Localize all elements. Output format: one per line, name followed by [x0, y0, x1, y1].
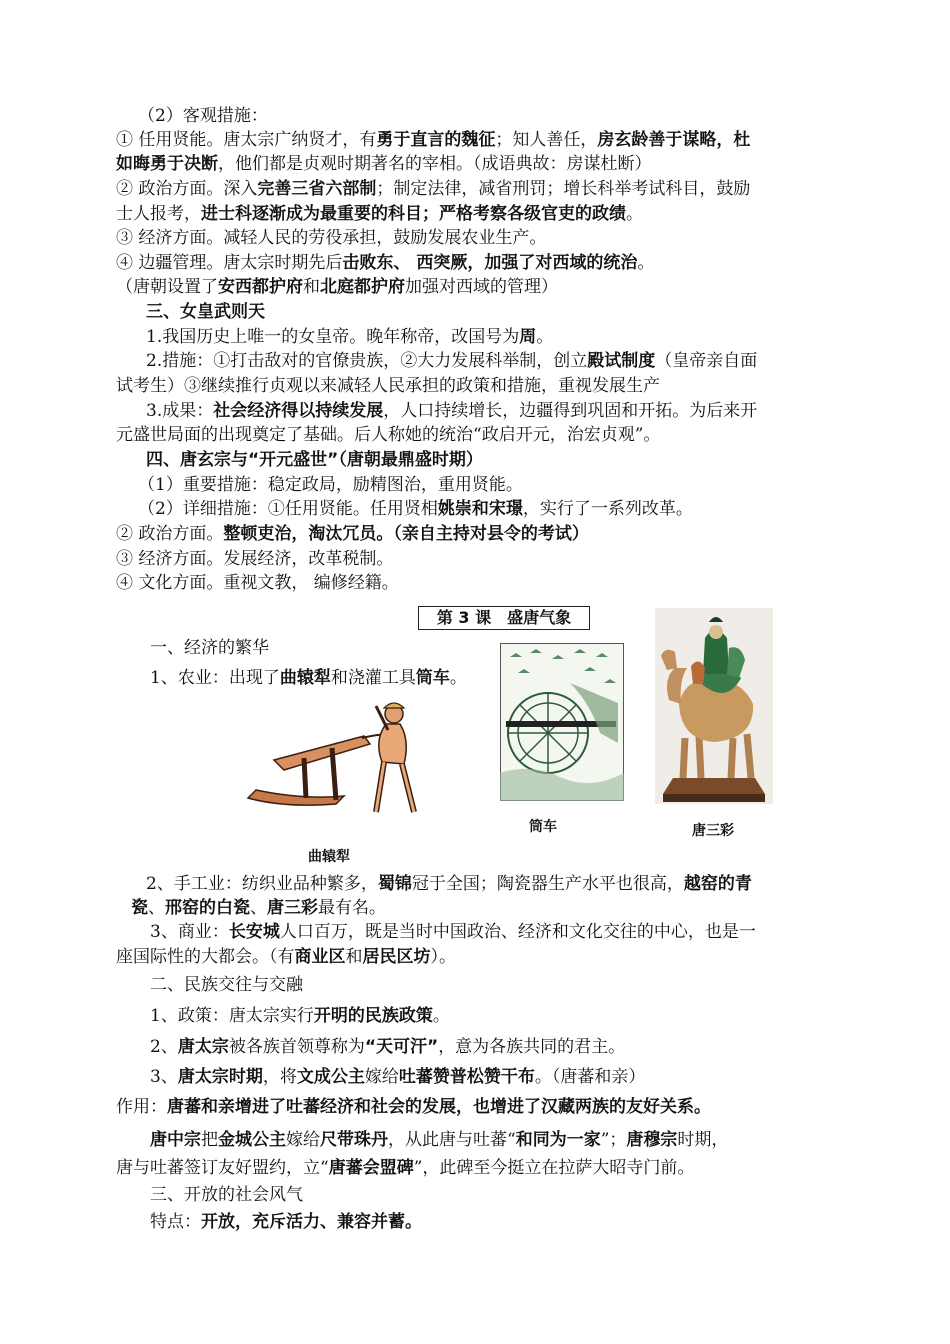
bold-text-run: 开放，充斥活力、兼容并蓄。 — [201, 1212, 422, 1232]
bold-text-run: 唐穆宗 — [626, 1130, 678, 1150]
text-line — [116, 152, 652, 176]
text-run: 三、开放的社会风气 — [150, 1185, 303, 1205]
bold-text-run: 和同为一家 — [515, 1130, 601, 1150]
text-run: ”，此碑至今挺立在拉萨大昭寺门前。 — [413, 1158, 695, 1178]
lesson-title-box: 第 3 课 盛唐气象 — [418, 606, 590, 630]
text-line — [116, 423, 660, 447]
text-run: 。 — [626, 204, 643, 224]
text-line — [116, 374, 660, 398]
text-line — [116, 275, 558, 299]
text-run: 嫁给 — [286, 1130, 320, 1150]
text-line — [116, 945, 456, 969]
text-run: 、 — [250, 898, 267, 918]
text-line — [146, 349, 757, 373]
text-run: 2.措施：①打击敌对的官僚贵族，②大力发展科举制，创立 — [146, 351, 588, 371]
sancai-camel-photo — [655, 608, 773, 804]
caption-sancai: 唐三彩 — [692, 823, 734, 839]
bold-text-run: 筒车 — [415, 668, 450, 688]
bold-text-run: 唐蕃会盟碑 — [328, 1158, 414, 1178]
text-run: 2、 — [150, 1037, 178, 1057]
bold-text-run: 曲辕犁 — [279, 668, 331, 688]
text-run: 和 — [303, 277, 320, 297]
text-run: 时期， — [677, 1130, 729, 1150]
text-line — [138, 473, 523, 497]
text-run: 和 — [345, 947, 363, 967]
text-run: ，将 — [262, 1067, 297, 1087]
bold-text-run: 整顿吏治，淘汰冗员。（亲自主持对县令的考试） — [223, 524, 589, 544]
text-run: 1、政策：唐太宗实行 — [150, 1006, 314, 1026]
text-line — [116, 251, 654, 275]
text-run: 。（唐蕃和亲） — [534, 1067, 646, 1087]
text-run: 3、商业： — [150, 922, 229, 942]
text-run: （2）详细措施：①任用贤能。任用贤相 — [138, 499, 438, 519]
text-run: ② 政治方面。深入 — [116, 179, 258, 199]
text-run: ，实行了一系列改革。 — [522, 499, 693, 519]
text-run: 3、 — [150, 1067, 178, 1087]
text-run: 。 — [637, 253, 655, 273]
text-line — [116, 522, 589, 546]
bold-text-run: 三、女皇武则天 — [146, 302, 265, 322]
text-run: 把 — [201, 1130, 218, 1150]
text-run: 。 — [432, 1006, 450, 1026]
text-run: 士人报考， — [116, 204, 201, 224]
text-line — [150, 1210, 422, 1234]
bold-text-run: 居民区坊 — [362, 947, 431, 967]
text-run: 元盛世局面的出现奠定了基础。后人称她的统治“政启开元，治宏贞观”。 — [116, 425, 661, 445]
text-run: 一、经济的繁华 — [150, 638, 269, 658]
text-run: ④ 文化方面。重视文教， 编修经籍。 — [116, 573, 399, 593]
text-run: 。 — [536, 327, 554, 347]
text-line — [150, 1183, 303, 1207]
bold-text-run: 唐太宗 — [177, 1037, 229, 1057]
bold-text-run: “天可汗” — [364, 1037, 439, 1057]
text-run: ④ 边疆管理。唐太宗时期先后 — [116, 253, 343, 273]
plow-illustration — [244, 700, 426, 818]
bold-text-run: 勇于直言的魏征 — [376, 130, 496, 150]
text-run: ② 政治方面。 — [116, 524, 224, 544]
text-line — [116, 1156, 694, 1180]
text-run: 作用： — [116, 1097, 167, 1117]
text-run: ，人口持续增长，边疆得到巩固和开拓。为后来开 — [383, 401, 758, 421]
bold-text-run: 尺带珠丹 — [320, 1130, 388, 1150]
bold-text-run: 房玄龄善于谋略，杜 — [597, 130, 751, 150]
text-run: ① 任用贤能。唐太宗广纳贤才，有 — [116, 130, 377, 150]
bold-text-run: 周 — [519, 327, 537, 347]
waterwheel-illustration — [500, 643, 624, 801]
text-run: 。 — [449, 668, 467, 688]
text-line — [146, 399, 757, 423]
text-run: 唐与吐蕃签订友好盟约，立“ — [116, 1158, 329, 1178]
text-run: 试考生）③继续推行贞观以来减轻人民承担的政策和措施，重视发展生产 — [116, 376, 660, 396]
text-run: ，从此唐与吐蕃“ — [388, 1130, 516, 1150]
text-run: 二、民族交往与交融 — [150, 975, 303, 995]
bold-text-run: 北庭都护府 — [320, 277, 405, 297]
bold-text-run: 唐蕃和亲增进了吐蕃经济和社会的发展，也增进了汉藏两族的友好关系。 — [167, 1097, 711, 1117]
text-run: ”； — [600, 1130, 627, 1150]
bold-text-run: 长安城 — [228, 922, 280, 942]
text-line — [116, 1095, 711, 1119]
text-run: （皇帝亲自面 — [655, 351, 758, 371]
section-heading — [146, 448, 483, 472]
bold-text-run: 吐蕃赞普松赞干布 — [398, 1067, 535, 1087]
text-line — [146, 872, 752, 896]
section-heading — [146, 300, 265, 324]
text-run: ③ 经济方面。减轻人民的劳役承担，鼓励发展农业生产。 — [116, 228, 547, 248]
text-line — [116, 226, 546, 250]
text-run: 1、农业：出现了 — [150, 668, 280, 688]
bold-text-run: 完善三省六部制 — [257, 179, 377, 199]
text-run: 加强对西域的管理） — [405, 277, 558, 297]
text-run: （1）重要措施：稳定政局，励精图治，重用贤能。 — [138, 475, 523, 495]
bold-text-run: 安西都护府 — [218, 277, 303, 297]
bold-text-run: 金城公主 — [218, 1130, 286, 1150]
text-line — [131, 896, 386, 920]
text-run: 特点： — [150, 1212, 201, 1232]
bold-text-run: 击败东、 西突厥，加强了对西域的统治 — [342, 253, 638, 273]
bold-text-run: 商业区 — [294, 947, 346, 967]
text-run: 和浇灌工具 — [330, 668, 416, 688]
text-run: （2）客观措施： — [138, 106, 268, 126]
text-line — [116, 177, 750, 201]
text-line — [150, 1128, 728, 1152]
text-run: 被各族首领尊称为 — [228, 1037, 365, 1057]
text-line — [116, 202, 643, 226]
text-run: 2、手工业：纺织业品种繁多， — [146, 874, 378, 894]
text-run: ，意为各族共同的君主。 — [438, 1037, 626, 1057]
text-run: ；制定法律，减省刑罚；增长科举考试科目，鼓励 — [376, 179, 751, 199]
bold-text-run: 蜀锦 — [377, 874, 412, 894]
text-run: 1.我国历史上唯一的女皇帝。晚年称帝，改国号为 — [146, 327, 520, 347]
text-run: 座国际性的大都会。（有 — [116, 947, 295, 967]
bold-text-run: 进士科逐渐成为最重要的科目；严格考察各级官吏的政绩 — [201, 204, 626, 224]
bold-text-run: 邢窑的白瓷 — [165, 898, 250, 918]
text-line — [116, 571, 399, 595]
bold-text-run: 唐三彩 — [267, 898, 318, 918]
bold-text-run: 唐中宗 — [150, 1130, 201, 1150]
bold-text-run: 唐太宗时期 — [177, 1067, 263, 1087]
text-run: 嫁给 — [364, 1067, 399, 1087]
text-line — [138, 497, 693, 521]
text-line — [150, 1004, 450, 1028]
text-run: 3.成果： — [146, 401, 214, 421]
text-line — [146, 325, 553, 349]
bold-text-run: 瓷 — [131, 898, 148, 918]
text-run: ，他们都是贞观时期著名的宰相。（成语典故：房谋杜断） — [218, 154, 652, 174]
text-line — [150, 1065, 645, 1089]
text-line — [150, 666, 467, 690]
text-run: 人口百万，既是当时中国政治、经济和文化交往的中心，也是一 — [279, 922, 756, 942]
caption-plow: 曲辕犁 — [308, 849, 350, 865]
bold-text-run: 殿试制度 — [587, 351, 656, 371]
bold-text-run: 四、唐玄宗与“开元盛世”（唐朝最鼎盛时期） — [146, 450, 483, 470]
text-line — [116, 128, 750, 152]
text-line — [138, 104, 268, 128]
caption-waterwheel: 筒车 — [529, 819, 557, 835]
text-line — [150, 1035, 625, 1059]
bold-text-run: 社会经济得以持续发展 — [213, 401, 384, 421]
bold-text-run: 姚崇和宋璟 — [437, 499, 523, 519]
text-run: ③ 经济方面。发展经济，改革税制。 — [116, 549, 394, 569]
text-line — [150, 920, 756, 944]
text-run: （唐朝设置了 — [116, 277, 218, 297]
text-run: ；知人善任， — [495, 130, 598, 150]
text-run: 冠于全国；陶瓷器生产水平也很高， — [411, 874, 684, 894]
text-line — [116, 547, 393, 571]
text-run: 最有名。 — [318, 898, 386, 918]
bold-text-run: 文成公主 — [296, 1067, 365, 1087]
bold-text-run: 如晦勇于决断 — [116, 154, 218, 174]
text-line — [150, 973, 303, 997]
text-line — [150, 636, 269, 660]
text-run: 、 — [148, 898, 165, 918]
text-run: ）。 — [430, 947, 456, 967]
bold-text-run: 开明的民族政策 — [313, 1006, 433, 1026]
bold-text-run: 越窑的青 — [683, 874, 752, 894]
